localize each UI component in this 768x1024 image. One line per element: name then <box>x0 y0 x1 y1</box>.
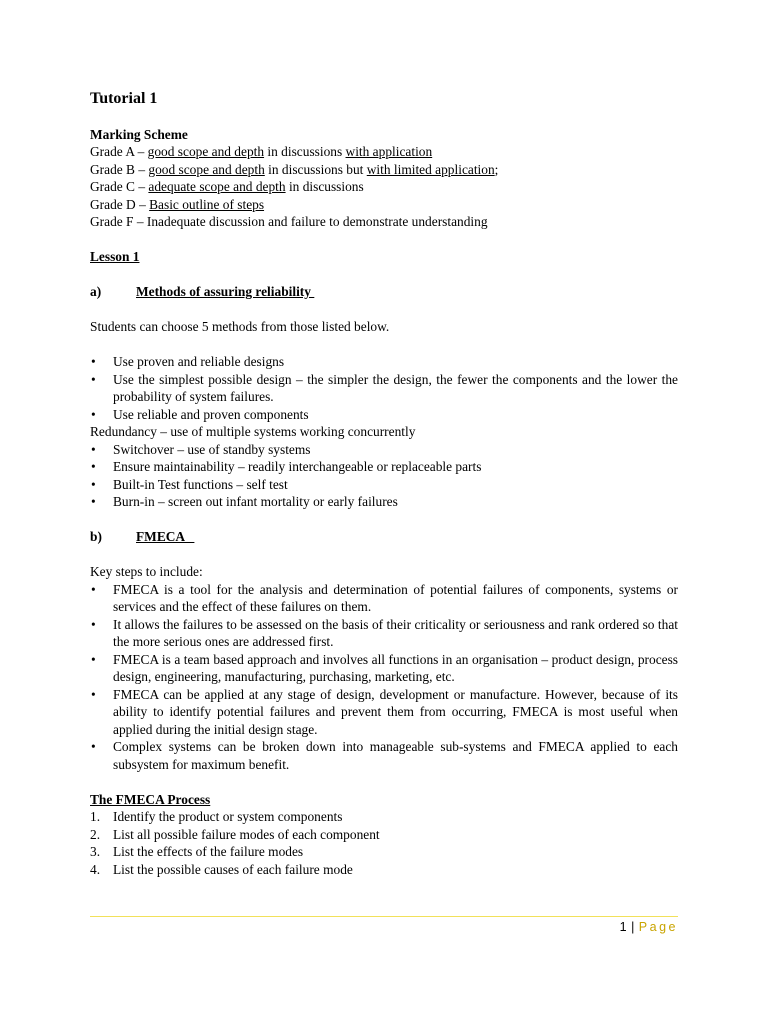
bullet-item: • FMECA is a team based approach and involves all functions in an organisation – product design, process design, engineering, manufacturing, purchasing, marketing, etc. <box>90 651 678 686</box>
grade-line <box>90 178 678 196</box>
page-title: Tutorial 1 <box>90 90 158 107</box>
grade-criterion-underlined: adequate scope and depth <box>148 179 286 194</box>
grade-criterion-underlined: Basic outline of steps <box>149 196 265 212</box>
step-number: 1. <box>90 809 101 824</box>
page-footer <box>620 920 678 934</box>
step-text: Identify the product or system components <box>113 809 343 824</box>
section-b-bullet-list <box>90 581 678 774</box>
grade-criterion-underlined: good scope and depth <box>148 161 265 177</box>
process-step <box>90 843 678 861</box>
grade-label: Grade B – <box>90 161 149 177</box>
grade-label: Grade C – <box>90 179 149 194</box>
grade-criterion-underlined: with limited application <box>366 161 495 177</box>
grade-line <box>90 213 678 231</box>
lesson-heading: Lesson 1 <box>90 249 140 264</box>
grade-line <box>90 143 678 161</box>
bullet-item: • Ensure maintainability – readily interchangeable or replaceable parts <box>90 458 678 476</box>
bullet-item: • Use reliable and proven components <box>90 406 678 424</box>
bullet-item: • Burn-in – screen out infant mortality or early failures <box>90 493 678 511</box>
process-heading: The FMECA Process <box>90 791 211 807</box>
grade-line <box>90 161 678 179</box>
step-number: 2. <box>90 826 101 842</box>
bullet-item: • It allows the failures to be assessed on the basis of their criticality or seriousness and rank ordered so that the more serious ones are addressed first. <box>90 616 678 651</box>
grade-label: Grade A – <box>90 144 148 159</box>
grade-line <box>90 196 678 214</box>
grade-label: Grade D – <box>90 196 150 212</box>
step-text: List all possible failure modes of each component <box>113 826 380 842</box>
bullet-item: • Use proven and reliable designs <box>90 353 678 371</box>
section-a-intro: Students can choose 5 methods from those listed below. <box>90 319 390 334</box>
bullet-item: • FMECA can be applied at any stage of design, development or manufacture. However, because of its ability to identify potential failures and prevent them from occurring, FMECA is most useful when applied during the initial design stage. <box>90 686 678 739</box>
section-b-heading <box>90 528 678 546</box>
step-number: 4. <box>90 861 101 877</box>
process-step <box>90 826 678 844</box>
section-a-title: Methods of assuring reliability <box>136 284 315 299</box>
marking-scheme-heading: Marking Scheme <box>90 126 188 142</box>
section-a-plain-line: Redundancy – use of multiple systems working concurrently <box>90 424 416 439</box>
bullet-item: • Complex systems can be broken down into manageable sub-systems and FMECA applied to each subsystem for maximum benefit. <box>90 738 678 773</box>
process-step <box>90 861 678 879</box>
section-b-intro: Key steps to include: <box>90 564 203 579</box>
section-a-letter: a) <box>90 284 102 299</box>
step-number: 3. <box>90 844 101 859</box>
grade-label: Grade F – <box>90 214 147 229</box>
grade-criterion-underlined: with application <box>345 144 433 159</box>
section-b-letter: b) <box>90 529 102 544</box>
grade-criterion-text: ; <box>494 161 499 177</box>
grade-criterion-text: in discussions but <box>264 161 367 177</box>
bullet-item: • Switchover – use of standby systems <box>90 441 678 459</box>
step-text: List the effects of the failure modes <box>113 844 304 859</box>
document-page <box>90 90 678 878</box>
footer-rule <box>90 916 678 917</box>
grade-criterion-text: Inadequate discussion and failure to demonstrate understanding <box>146 214 488 229</box>
bullet-item: • FMECA is a tool for the analysis and determination of potential failures of components, systems or services and the effect of these failures on them. <box>90 581 678 616</box>
page-label: Page <box>638 920 678 934</box>
section-a-bullet-list-2 <box>90 441 678 511</box>
process-step <box>90 808 678 826</box>
grade-criterion-text: in discussions <box>285 179 364 194</box>
process-step-list <box>90 808 678 878</box>
section-a-heading <box>90 283 678 301</box>
section-b-title: FMECA <box>136 529 195 544</box>
bullet-item: • Built-in Test functions – self test <box>90 476 678 494</box>
grade-list <box>90 143 678 231</box>
bullet-item: • Use the simplest possible design – the simpler the design, the fewer the components and the lower the probability of system failures. <box>90 371 678 406</box>
grade-criterion-text: in discussions <box>264 144 346 159</box>
section-a-bullet-list-1 <box>90 353 678 423</box>
page-number: 1 | <box>619 920 639 934</box>
grade-criterion-underlined: good scope and depth <box>147 144 265 159</box>
step-text: List the possible causes of each failure mode <box>113 861 353 877</box>
